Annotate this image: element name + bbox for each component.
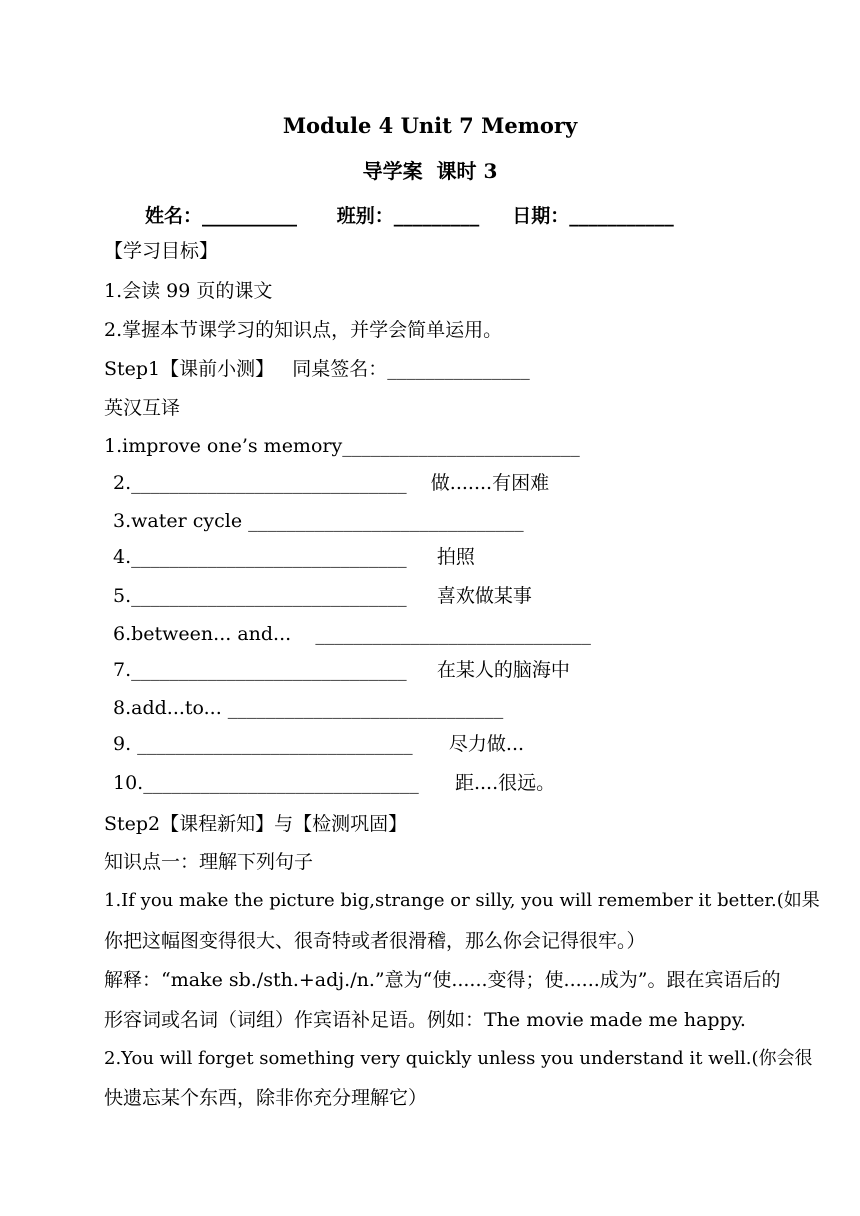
quiz-item: 1.improve one’s memory_________________________ [104,435,580,457]
objectives-heading: 【学习目标】 [104,240,219,262]
objective-item: 2.掌握本节课学习的知识点，并学会简单运用。 [104,319,503,341]
explanation-line: 解释：“make sb./sth.+adj./n.”意为“使......变得；使......成为”。跟在宾语后的 [104,969,781,991]
quiz-item: 2._____________________________ 做.......有困难 [113,472,550,494]
page-title: Module 4 Unit 7 Memory [282,113,578,138]
quiz-item: 7._____________________________ 在某人的脑海中 [113,659,570,681]
explanation-line: 1.If you make the picture big,strange or silly, you will remember it better.(如果 [104,890,820,911]
quiz-item: 5._____________________________ 喜欢做某事 [113,585,532,607]
student-info-line: 姓名：__________ 班别：_________ 日期：___________ [145,205,674,227]
quiz-item: 3.water cycle _____________________________ [113,510,524,532]
step2-heading: Step2【课程新知】与【检测巩固】 [104,813,408,835]
page-subtitle: 导学案 课时 3 [362,159,498,183]
explanation-line: 你把这幅图变得很大、很奇特或者很滑稽，那么你会记得很牢。） [104,930,646,952]
objective-item: 1.会读 99 页的课文 [104,280,273,302]
quiz-item: 4._____________________________ 拍照 [113,546,475,568]
explanation-line: 形容词或名词（词组）作宾语补足语。例如：The movie made me happy. [104,1009,746,1031]
quiz-item: 9. _____________________________ 尽力做... [113,733,525,755]
explanation-line: 2.You will forget something very quickly unless you understand it well.(你会很 [104,1048,813,1069]
quiz-item: 8.add...to... _____________________________ [113,697,504,719]
quiz-item: 10._____________________________ 距....很远。 [113,772,556,794]
explanation-line: 快遗忘某个东西，除非你充分理解它） [104,1087,428,1109]
step1-subheading: 英汉互译 [104,397,181,419]
step1-heading: Step1【课前小测】 同桌签名：_______________ [104,358,530,380]
knowledge-point-title: 知识点一：理解下列句子 [104,851,314,873]
quiz-item: 6.between... and... _____________________________ [113,623,591,645]
